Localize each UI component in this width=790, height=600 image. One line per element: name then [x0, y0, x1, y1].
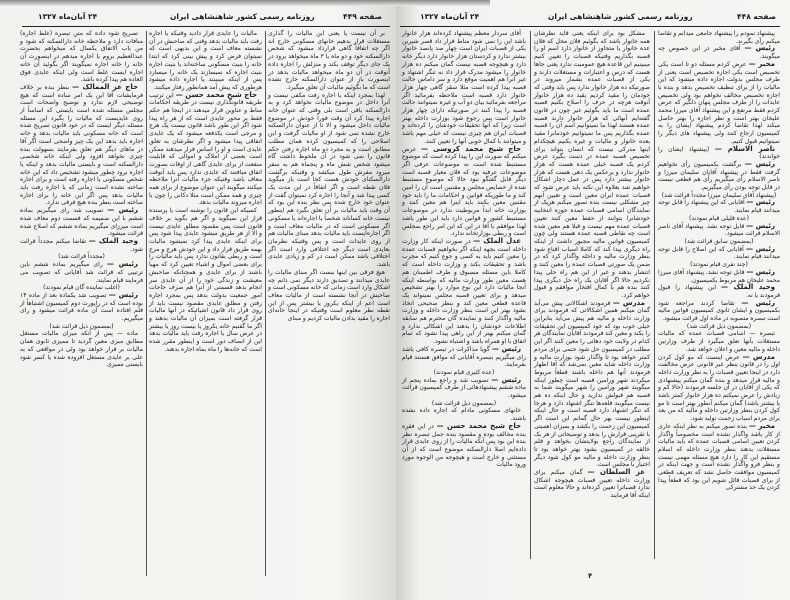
paragraph-text: آقایانی که این پیشنهاد را قابل توجه میدانند قیام نمایند.	[658, 199, 780, 215]
speaker-name: رئیس —	[108, 290, 138, 299]
speaker-paragraph	[20, 261, 143, 284]
paragraph-text: عرض کردم مسئله دو تا است یکی تخصیص است یکی اجازه تخصیص است یعنی از طرف مجلس بدولت اجازه داده میشود که این مالیات را از برای تنظیف تخصیص بدهد و بنده با اجازه تخصیص مخالف نخواهم بود ولی تخصیص عایدات را از طرف مجلس پنهان دلگیر که عرض کردم فقط مرتفع و این پیشنهاد آقای میرزا محمد علیخان بهتر است و نظر اجازه را بهتر حاصل میکند لهذا تقاضا کردم پیشنهاد ایشان را به کمیسیون ارجاع کنند ولی پیشنهاد های دیگر را نمیتوانیم قبول کنیم.	[658, 60, 780, 145]
column-rule	[530, 31, 531, 559]
paragraph-text: (عده کثیری قیام نمودند)	[433, 368, 495, 376]
speaker-paragraph	[658, 354, 780, 423]
speaker-paragraph	[20, 238, 143, 253]
paragraph-text: گمان میکنم برای وزارت داخله تعیین قصبات هیچوجه اشکال ندارد قصباترا تعیین کرده‌اند و حالا معلوم است اینکه آقا فرمایند	[534, 469, 650, 500]
page-number: صفحه ۴۴۹	[343, 12, 382, 21]
speaker-name: رئیس —	[491, 375, 521, 384]
speaker-paragraph	[402, 146, 526, 238]
paragraph	[149, 207, 262, 353]
speaker-name: رئیس —	[745, 244, 775, 253]
speaker-name: مخبر —	[748, 421, 775, 430]
speaker-paragraph	[658, 223, 780, 238]
speaker-paragraph	[658, 146, 780, 161]
issue-date: ۲۴ آبان‌ماه ۱۳۲۷	[38, 12, 98, 21]
speaker-paragraph	[534, 300, 650, 469]
paragraph-text: فرمودند اشکالاتی پیش می‌آید گمان میکنم همین اشکالاتی که فرمودند برای وزارت داخله و مالیه هم پیش می‌آید بنابراین خیلی خوب بود که خود کمیسیون این تحقیقات را بکند و معین کند فرمودند آقایان نمایندگان هر کدام در ولایت خود دهاتی را معین کنند اگر این مطلب در کمیسیون حل شود حتمی برای مردم کمتر خواهد بود تا واگذار شود بوزارت مالیه و وزارت داخله شاید معین نمی‌شد که آقا اظهار فرمودند آنها هم داخله باشند قطعاً مربوط میکردند شهر ورامین قصبه است چطور اینکه میگویند شهر ورامین را شهر میگویند شما به قصبه هم قبولش ندارید و حال اینکه ده هم نیست میگویند قلعه‌ها تنگر اشتهاد دارد و هرجا که تنگر اشتهاد دارد قصبه است و حال اینکه اینطور نیست بهر حال گمانم این است اگر کمیسیون این زحمت را بکشد و بمیزان اهمیتی با تقریبی قرارش را بدهد و توضیحاتی از هر یک از نمایندگان راجع بولایتشان بخواهد و قلم خالقه در کمیسیون بشود بهتر خواهد بود تا بنظر وزارت داخله و مالیه مو کول شود دیگر اختیار با مجلس است.	[534, 299, 650, 469]
paragraph	[534, 30, 650, 300]
speaker-paragraph	[402, 423, 526, 469]
paragraph	[20, 330, 143, 369]
paragraph-text: آقای مخبر در این خصوص چه میگویند.	[658, 45, 780, 61]
text-column	[658, 30, 780, 492]
paragraph-text: (بمضمون ذیل قرائت شد)	[686, 322, 752, 330]
paragraph-text: بنظر بنده بر خلاف فرمایشات آقا این یک امر ساده است که هیچ توضیحی لازم ندارد و توضیح واضحات است مجلس مسئله شده است بایستی که اساساً از روی عایدیست که مالیات را بگیرد این مسئله مسئله دیگر ایست که در خود قانون تصریح شده است که خانه مسکونی باید مالیات بدهد و خانه اجاره باید بدهد این یک چیز واضحی است اگر آقا در ماهای دیگر هم تعلق بفرمایند بسهولت بنده چیزی نخواهد افزود ولی اینکه خانه شخصی دارالسکنه است و بایستی مالیات بدهد و اینکه یا اجاره برود چطور میشود تشخیص داد که این خانه شخص مسکونی یا اجاره رفته است و برای اجاره ساخته نشده است زمانی که یا اجاره رفت باید مالیات بدهد پس اگر این خانه را برای اجاره ساخته است بنظر بنده هیچ فرقی ندارد.	[20, 83, 143, 207]
paragraph-text: رای میگیریم بماده ششم باین ترتیبی که قرائت شد آقایانی که تصویب می فرمایند قیام نمایند.	[20, 261, 143, 284]
paragraph-text: قابل توجه نشد. پیشنهاد آقای ناصر الاسلام قرائت میشود.	[658, 222, 780, 238]
speaker-paragraph	[534, 469, 650, 500]
speaker-paragraph	[658, 161, 780, 192]
paragraph-text: عرض اینست که مو کول کردن اول را در قانون بنظر غیر قانونی عرض مخالفت دارد در اینجا تعیین قصبات را به نظر وزارت داخله و مالیه قرار میدهد و بنده گمان میکنم پیشنهادی که یکی از آقایان در آن جلسه فرمودند (حالا کم و زیادش را عرض نمیکنم ده هزار خانوار کمتر باشد یا بیشتر باشد) گمان میکنم آنطور بهتر است تا مو کول کردن بنظر وزارتین داخله و مالیه که من بعد برای مردم اسباب زحمت تولید شود.	[658, 353, 780, 423]
speaker-paragraph	[20, 207, 143, 238]
paragraph	[658, 330, 780, 353]
paragraph-text: کسیکه این قانون را نوشته است یا پرسنده قرار این نمیگوید و اگر هم بگوید بر خلاف قانون است پس مقصود مطلق عایدی نیست و الا از هر طریق میشود عایدی پیدا شود پس برای اینکه عایدی پیدا کرد نمیشود مالیات بهمه طریق قرار داد و این خودش هرج و مرج است و ربطی بقانون ندارد پس باید مالیات را برای بعضی اموال و اشیاء تعیین کرد که مهیا باشند از برای عایدی و همچنانکه صاحبش معیشت و زندگی خود را از آن عایدی سر انجام بدهد قسمتی از آنرا هم صرف حاجات امور جمعیت بدولت بدهد پس بمجرد اجاره رفتن و مطلق عایدی مقصود نیست باید از روی قرار داد قانون اشیائیکه در آنها مالیات قرار گرفته است بمیزان آن مالیات بدهند و اگر ما گفتیم خانه یکروز یا بیست روز یا بیشتر در عرض سال یا اجاره رفت باید مالیات بدهد این از انصاف دور است و اینطور مقرر شده است که خانه‌ها را ماه بماه اجاره بدهند.	[149, 207, 262, 353]
speaker-paragraph	[658, 423, 780, 492]
page-number: صفحه ۴۴۸	[737, 12, 776, 21]
paragraph-text: (چند نفری قیام نمودند)	[690, 261, 748, 269]
speaker-paragraph	[658, 300, 780, 323]
paragraph-text: (بمضمون ذیل قرائت شد)	[49, 322, 114, 330]
paragraph-text: تبصره — اسامی قصبات عمده که مالیات مستغلات بآنها تعلق میگیرد از طرف وزارتین داخله و مالیه معین و اعلان خواهد شد.	[658, 330, 780, 353]
speaker-name: حاج شیخ محمد حسن —	[436, 421, 521, 430]
paragraph-text: مشکل بود برای اینکه یعنی قاید نظرشان همه خانوار باشد که بگوئیم فلان محل که فلان عده خانوار یا متجاوز از خانوار دارد اسم او را قصبه بگذاریم وقتیکه قصبات را تعیین کنیم میبینیم این قاعده هیچ عمومیت ندارد یعنی جاها هست که درس و اعتبارات و مستغلات دارند و یکی از قصبات عمده بشمار میروند در صورتیکه ده هزار خانوار ندارد پس باید وقتی که خودمان را مقید کردیم بقید ده هزار خانوار آنوقت هرچه در حرف را اصلاح بکنیم قصبه عمده است ما باید بگوئیم غیر چون در قانون گفته‌ایم آنهائی که هزار خانوار دارند قصبه عمده هستند لهذا ما نمیتوانیم اسم آن را قصبه عمده بگذاریم پس ما نمیتوانیم خودمانرا مقید بعده خانوار و مالیات و غیره بکنیم هیچکدام اینها مدرکی نیست که انسان بتواند برای تخصیص قصبه عمده در دست بگیرد عرض کردم یک قصبه خیلی عمده هست که هزار خانوار ندارد و برعکس یک دهی هست که هزار خانوار بیشتر دارد پس در عمل دچار اشکال خواهیم شد بعلاوه این نکته باید عرض شود که قصبات عمده ایران معین است و تعیین آنهم چیز مشکلی نیست بنده تصور میکنم هریک از نمایندگان اسامی قصبات عمده حوزه انتخابیه خودشانرا بتوانند از حفظ معین کنند تعیین قصبات عمده مهم نیست و قبلا هم معین شده است چه نقاطی قصبه عمده هستند ولی چون کمیسیون قوانین مالیه مجبور داشت از اینکه راه دیگری پیدا کند که کاملا اسباب اقناع شود بنظر وزارت مالیه و داخله واگذار کرد که در ضمن یک صورتی قصبات عمده را معین کنند و انتشار بدهند و غیر از این هم راه حلی پیدا نکردیم حالا اگر آقایان یک راه حل دیگری پیدا کنند بنده هم با کمال افتخار موافقم و قبول خواهم کرد.	[534, 30, 650, 299]
page-header	[402, 12, 782, 24]
paragraph-text: این پیشنهاد را قبول فرمودند یا نه.	[658, 284, 780, 299]
text-column	[20, 30, 143, 369]
speaker-paragraph	[658, 45, 780, 60]
speaker-name: حاج شیخ محمد حسن —	[175, 90, 257, 99]
paragraph-text: تقاضا کردند مراجعه شود بکمیسیون و ایشان ثانوی کمیسیون قوانین مالیه است تبصره متصوبه در ماده اول قرائت میشود.	[658, 299, 780, 323]
paragraph-text: مالیات را عایدی قرار دادید وقتیکه یا اجاره رفت باید مالیات بدهد وقتی که صاحبش در آن نشسته معاف است و این بدیهی است که نمیتوان فرض کرد و پیش بینی کرد که ابتدا خانه را بنیت مسکونی ساخته‌اند یا بنیت اجاره بنیت اجاره که نمیسازند یک خانه را میسازد پس از اینکه میبینند یا اجاره داده میشود هرطوری که پیش آمد همانطور رفتار میکنند.	[149, 30, 262, 91]
text-column	[402, 30, 526, 469]
paragraph-text: گویا مذاکرات در تبصره کافی باشد رای میگیریم بتبصره آقایانی که موافق هستند قیام بفرمایند.	[402, 345, 526, 369]
speaker-paragraph	[658, 284, 780, 299]
text-column	[149, 30, 262, 354]
speaker-name: رئیس —	[746, 267, 775, 276]
speaker-paragraph	[20, 292, 143, 323]
paragraph-text: آقای سردار معظم پیشنهاد کرده‌اند هزار خانوار باشد این را نمی شود مناط قرار داد قصر شیرین یکی از قصبات ایران است چهار صد پانصد خانوار بیشتر ندارد و کردستان هزار خانوار دارد دیگر خانه دارد و هیچوجه قصبه نیست گمان میکنم ده هزار خانوار را میشود مدرک قرار داد نه تنگر اشتهاد و غیر آنرا هم اهمیت موقع دارد و سر داماس حالت قصبه پیدا کرده است مثلا سقز گاهی چهار هزار خانوار دارد قصبه است ملاحظه بفرمائید اگر مراجعه بفرمائید بیان دو آب و غیره نمیتوانند حالت قصبه را پیدا کنند در صورتیکه دارای چهار هزار خانوار است پس رجوع شود بوزارت داخله بهتر است زیرا که آنها تحقیقات خودشان را کرده‌اند و قصبات ایران هم چیزی نیست که خیلی مهم باشد و میتوانند با کمال خوبی آنها را تعیین کنند.	[402, 30, 526, 145]
paragraph-text: (مجدداً قرائت شد)	[58, 253, 105, 261]
stage-note	[402, 400, 526, 408]
paragraph-text: تصویب شد یکماده بعد از ماده ۱۴ بوده است که در رایورت دوم کمیسیون اشتباهاً از قلم افتاده است آن ماده قرائت میشود و رای میگیریم.	[20, 291, 143, 323]
paragraph-text: در صورت اینکه کار وزارت داخله است بجهة اینکه اگر بخواهیم قصبات عمده را معین کنیم باید به کسی و جوع کنیم که مجرب باشد و تحقیقات بکند و وزارت داخله است که کاملا باین مسئله مسبوق و طرف اطمینان هم هست معین طور وزارت مالیه که بواسطه اینکه آنجا مالیات دارد این نوع موارد را بهتر تشخیص میدهد و برای تعیین قصبه مجلس نمیتواند یک قاعده قطعی معین کند و بنظر صحیحی اتخاذ بشود بهتر این است بنظر وزارت داخله و وزارت مالیه واگذار کنند و نماینده گان محترم هم سابقه اطلاعات خودشان را بدهند این اشکالی ندارد و گمان میکنم بهتر از این راهی پیدا نشود که تمام اتفاق با او همراه باشد و اشتباه نشود.	[402, 237, 526, 346]
column-rule	[654, 31, 655, 559]
paragraph-text: تصویب شد و راجع بماده پنجم از ماده ششم پیشنهادهائی از طرف کمیسیون قرائت میشود.	[402, 376, 526, 400]
paragraph	[402, 30, 526, 146]
speaker-paragraph	[402, 346, 526, 369]
column-rule	[265, 31, 266, 576]
paragraph-text: تصویب شد رای میگیریم بماده ششم با این ضمیمه که قسمت دوم معاف شده است میرزای میگیریم بماده ششم که اصلاح شده قرائت میشود.	[20, 207, 143, 238]
paragraph	[268, 269, 390, 323]
paragraph-text: (بمضمون ذیل قرائت شد)	[431, 399, 497, 407]
speaker-paragraph	[658, 61, 780, 146]
speaker-name: رئیس —	[744, 44, 775, 53]
paragraph-text: لهذا بمجرد اینکه یا اجاره رفت مکفی نیست و آنرا داخل در موضوع مالیات نخواهد کرد و به دارالسکنه باقی است بلی وقتی که عنوان خانه اجاره پیدا کرد آن وقت فوراً خودش در موضوع مالیات داخل میشود و الا تا از عنوان دارالسکنه خارج نشده نمی شود از او مالیات گرفت و این اصلاحی را که کمیسیون کرده همان مطلب مطابق است و به مجرد دو ماه اجاره رفتن حکم قانون را نمی شود در آن ملحوظ داشت گاه میشود شخص شش ماه و پنجماه هم به سفر میرود مفرش طول میکشد و وقتیکه برگشت دارالسکنای خودش هست کجا است باز میگوید فلان نقطه است و اگر اتفاقاً در این مدت یک کسی پیدا شد و آنجا را اجاره کرد نمیتوان گفت از عنوان خود خارج شده پس نظر بنده این بود که آن وقت باید مالیات بر آن تعلق بگیرد هم اینطور نیست خانه کساناند شخصاً یا اجاره‌اند یا مسکونی اگر مسکونی است که در مالیات معاف است و اگر اجاره‌ایست باید مالیات بدهد مبنای مالیات هم از روی عایدات است و پس وقتیکه نظرمان بعایدی است دیگر چه اختلافی وارد است اگر اختلافی باشد ممکن است در کم و زیادی عایدی باشد.	[268, 91, 390, 269]
paragraph-text: تصریح شود داده که متن تبصره (غلط اجاره) منافات دارد و ملاحظه خانه دارالسکنه که شود و من باب الاتفاق یکسال که میخواهم بحضرت عبدالعظیم بروم یا اجاره میدهم در اینصورت آن خانه را خانه اجاره نمیگویند اگر بگوئید آن خانه اجاره ایست غلط است ولی اینکه عایدی فوق العاده هم پیدا کرده باشد.	[20, 30, 143, 84]
paragraph-text: در این فقره بنده مخالف بوده و مقصود بنده جمل تبصره نظر بنده این بود پس آنکه مالیات را از روی عایدی قرار داده‌ایم اصلا دارالسکنه موضوع است که از آن مستثنی و خارج است و هیچوجه من الوجوه مورد ورود مالیات	[402, 422, 526, 469]
paragraph-text: بر آن نیست یا یعنی این مالیات را گذاری مستغلات قرار بدهیم خانهای مسکونی خارج اند اگر چه اتفاقاً گاهی قرارداد میشود که شخص دارالسکنه خود و دو ماه یا ۳ ماه میخواهد برود در یک جای دیگر توقف بکند و منزلش را اجاره داده آنوقت در آن دو ماه میخواهد مالیات بدهد در اینصورت باز از عنوان دارالسکنه خارج نشده است که ما بگوئیم مالیات آن تعلق میگیرد.	[268, 30, 390, 91]
scan-top-edge	[396, 0, 490, 6]
header-rule	[22, 26, 390, 27]
speaker-name: ناصر الاسلام —	[714, 144, 776, 153]
speaker-paragraph	[149, 92, 262, 208]
speaker-name: رئیس —	[744, 159, 775, 168]
speaker-name: وحید الملک —	[88, 236, 138, 245]
paragraph-text: (عده قلیلی قیام نمودند)	[689, 214, 749, 222]
speaker-name: مدرس —	[612, 298, 645, 307]
newspaper-title: روزنامه رسمی کشور شاهنشاهی ایران	[548, 12, 693, 21]
speaker-name: رئیس —	[107, 206, 138, 215]
paragraph-text: خانهای مسکونی مادام که اجاره داده نشده باشند.	[402, 407, 526, 423]
paragraph	[20, 30, 143, 84]
paragraph	[268, 92, 390, 269]
header-rule	[400, 26, 780, 27]
issue-date: ۲۴ آبان‌ماه ۱۳۲۷	[420, 12, 480, 21]
paragraph-text: آقایانی که این اصلاح را قابل توجه میدانند قیام نمایند.	[658, 245, 780, 261]
paragraph-text: (پیشنهاد ایشان را خواندند)	[658, 145, 780, 161]
newspaper-title: روزنامه رسمی کشور شاهنشاهی ایران	[170, 12, 315, 21]
paragraph-text: (اغلب نماینده گان قیام نمودند)	[43, 284, 120, 292]
speaker-paragraph	[658, 246, 780, 261]
speaker-name: رئیس —	[746, 221, 775, 230]
speaker-name: عدل الملک —	[473, 236, 521, 245]
stage-note	[658, 323, 780, 331]
paragraph-text: (بمضمون سابق قرائت شد)	[684, 237, 754, 245]
paragraph-text: عرض میکنم که صورت این را پیدا کرده است که موضوع مستنبط شده است نه موضوعات عرفی اگر موضوعات عرفیه بود که فلان معیار قصبه است دیگر قابل گفتگو نبود حالا که موضوع مستنبط شده از خصایص مجلس و مقننین است آن را امین کند و ما طوریکه قوانین و احکامات ما را باید خود مقننین معین بکنند باید اینرا هم معین کنند و بوزارت خانه ابداً مربوطیت ندارد در موضوعات مستنبط کشور و قوانین دارد باید این طور باشد لهذا موافقم با آقا در این که این امر راجع بمجلس است و ربطی بوزارتخانه ندارد.	[402, 145, 526, 238]
paragraph-text: بنده تصور میکنم به نظر اینکه عاری از کار باشد واگذار نشده است مخصوصاً واگذار کردن تعیین اسامی قصبات عمده که باید مالیات مستغلات بدهند بنظر وزارت داخله که اسلام مستقیم این کار را دارد هیچ مسئله مهمی نیست و بنظر فرو واگذار نشده است و جهت اینکه در کمیسیون موافقت حاصل نشد که تعریف قطعی از برای قصبات قائل شویم این بود که قطعاً پیدا کردن یک حد مشترکی	[658, 422, 780, 492]
speaker-name: رئیس —	[106, 260, 138, 269]
speaker-paragraph	[658, 269, 780, 284]
speaker-name: وحید الملک —	[721, 283, 775, 292]
scan-top-edge	[0, 0, 396, 6]
paragraph-text: برگشت بکمیسیون رأی نخواهیم گرفت فقط در پیشنهاد آقایان سلیمان میرزا و ناصر الاسلام رأی میگیریم رأی هم قطعی نیست در قابل توجه بودن رأی میگیریم.	[658, 160, 780, 192]
speaker-name: رئیس —	[491, 344, 521, 353]
page-header	[20, 12, 390, 24]
speaker-name: مدرس —	[742, 352, 775, 361]
speaker-name: مخبر —	[748, 59, 775, 68]
speaker-name: رئیس —	[741, 298, 775, 307]
paragraph	[149, 30, 262, 92]
paragraph-text: (پیشنهاد آقای سلیمان میرزا مجدداً قرائت شد)	[661, 191, 777, 199]
column-rule	[146, 31, 147, 576]
paragraph-text: این ترتیب طریقه قانونگذاری نیست در طریقه احکامات مناط و عناوین قرار میدهند در اینجا هم حکم فقط بر محور عایدی است که از هر راه پیدا شود اگر این طور باشد قانون نیست یک هرج و مرجی است یکدفعه میشود که یک عایدی اتفاقی پیدا میشود و اگر نظرشان به تعلق عایدی است و او را اساس قرار میدهند ممکن است بعضی از املاک و اموالی که قابلیت منفعت از برای عایدی گاهی از اوقات بصورت اتفاق میافتند که عایدی ندارد پس باید آنوقت معاف باشد وقتیکه جزء مالیات آنرا ملاحظه میکنند میگویند این عنوان موضوع از برای همه چیزی و همه ممکن است مثلا دکانی را چون یا اجاره میروند مالیات بدهد.	[149, 91, 262, 207]
paragraph	[402, 407, 526, 422]
speaker-name: حاج شیخ محمد کروسی —	[421, 144, 521, 153]
speaker-paragraph	[20, 84, 143, 207]
speaker-name: عز السلطان —	[587, 468, 646, 477]
paragraph-text: قابل توجه نشد. پیشنهاد آقای میرزا محمد علیخان هم مربوط بکمیسیون.	[658, 268, 780, 284]
paragraph-text: تقاضا میکنم مجدداً قرائت شود.	[20, 237, 143, 253]
text-column	[268, 30, 390, 323]
speaker-paragraph	[402, 377, 526, 400]
speaker-name: رئیس —	[746, 198, 775, 207]
page-footer-number: ۴	[588, 572, 593, 580]
speaker-paragraph	[402, 238, 526, 346]
paragraph-text: پیشنهاد نمودم را پیشنهاد جامعی میدانم و تقاضا میکنم رأی بگیرند.	[658, 30, 780, 45]
newspaper-page-right	[396, 0, 790, 600]
paragraph	[268, 30, 390, 92]
paragraph-text: ماده — پس از آنکه میزان مالیات مستغل مطابق مبزی معین گردید تا ممیزی ثانوی همان مالیات بر قرار خواهد بود ولی در مواقعی که به علی بر عایدی مستغل افزوده شده یا کسر شود بایستی ممیزی	[20, 330, 143, 369]
speaker-paragraph	[658, 199, 780, 214]
text-column	[534, 30, 650, 500]
speaker-name: حاج عز الممالک —	[72, 82, 139, 91]
paragraph-text: هیچ فرقی بین اینها نیست اگر مبنای مالیات را عایدی میدانند و تصدیق دارند دیگر نمی دانم چه اشکال وارد است زمانی که خانه مسکونی است و صاحبش در آنجا نشسته است از مالیات معاف است اعم از اینکه یکروز یا بیشتر پس از این نقطه نظر معلوم است وقتیکه در اینجا خانه‌ای اجاره را مقید بدادن مالیات کردیم و مبنای	[268, 268, 390, 323]
